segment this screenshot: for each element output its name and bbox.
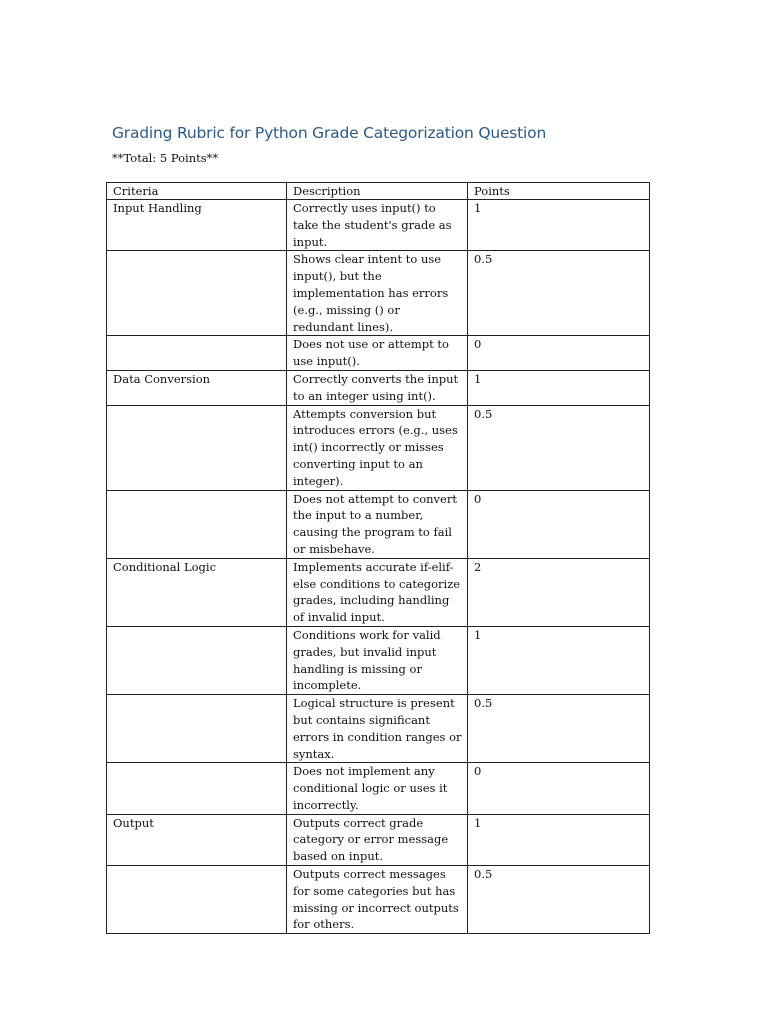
- points-cell: 0: [468, 336, 650, 371]
- header-description: Description: [287, 183, 468, 200]
- document-title: Grading Rubric for Python Grade Categorization Question: [112, 124, 547, 142]
- points-cell: 0.5: [468, 405, 650, 490]
- table-row: [107, 763, 650, 814]
- points-cell: 0.5: [468, 866, 650, 934]
- description-cell: Does not implement any conditional logic or uses it incorrectly.: [287, 763, 468, 814]
- description-cell: Correctly uses input() to take the student's grade as input.: [287, 200, 468, 251]
- description-cell: Outputs correct grade category or error message based on input.: [287, 814, 468, 865]
- criteria-cell: [107, 490, 287, 558]
- description-cell: Correctly converts the input to an integer using int().: [287, 370, 468, 405]
- points-cell: 1: [468, 814, 650, 865]
- description-cell: Implements accurate if-elif-else conditions to categorize grades, including handling of invalid input.: [287, 558, 468, 626]
- table-row: [107, 251, 650, 336]
- table-row: [107, 200, 650, 251]
- points-cell: 1: [468, 370, 650, 405]
- total-points: **Total: 5 Points**: [112, 151, 219, 165]
- criteria-cell: Conditional Logic: [107, 558, 287, 626]
- description-cell: Outputs correct messages for some categories but has missing or incorrect outputs for others.: [287, 866, 468, 934]
- description-cell: Does not attempt to convert the input to a number, causing the program to fail or misbehave.: [287, 490, 468, 558]
- description-cell: Conditions work for valid grades, but invalid input handling is missing or incomplete.: [287, 626, 468, 694]
- header-points: Points: [468, 183, 650, 200]
- points-cell: 2: [468, 558, 650, 626]
- table-header-row: [107, 183, 650, 200]
- criteria-cell: [107, 405, 287, 490]
- table-row: [107, 405, 650, 490]
- points-cell: 0: [468, 490, 650, 558]
- criteria-cell: [107, 695, 287, 763]
- table-row: [107, 695, 650, 763]
- criteria-cell: [107, 626, 287, 694]
- table-row: [107, 490, 650, 558]
- points-cell: 0: [468, 763, 650, 814]
- description-cell: Attempts conversion but introduces errors (e.g., uses int() incorrectly or misses converting input to an integer).: [287, 405, 468, 490]
- criteria-cell: Output: [107, 814, 287, 865]
- points-cell: 1: [468, 626, 650, 694]
- criteria-cell: Data Conversion: [107, 370, 287, 405]
- description-cell: Shows clear intent to use input(), but the implementation has errors (e.g., missing () or redundant lines).: [287, 251, 468, 336]
- rubric-table: [106, 182, 650, 934]
- table-row: [107, 626, 650, 694]
- criteria-cell: [107, 251, 287, 336]
- criteria-cell: [107, 336, 287, 371]
- points-cell: 1: [468, 200, 650, 251]
- criteria-cell: [107, 866, 287, 934]
- points-cell: 0.5: [468, 695, 650, 763]
- criteria-cell: [107, 763, 287, 814]
- description-cell: Logical structure is present but contains significant errors in condition ranges or syntax.: [287, 695, 468, 763]
- table-row: [107, 866, 650, 934]
- table-row: [107, 814, 650, 865]
- table-row: [107, 558, 650, 626]
- table-row: [107, 336, 650, 371]
- header-criteria: Criteria: [107, 183, 287, 200]
- criteria-cell: Input Handling: [107, 200, 287, 251]
- table-row: [107, 370, 650, 405]
- points-cell: 0.5: [468, 251, 650, 336]
- description-cell: Does not use or attempt to use input().: [287, 336, 468, 371]
